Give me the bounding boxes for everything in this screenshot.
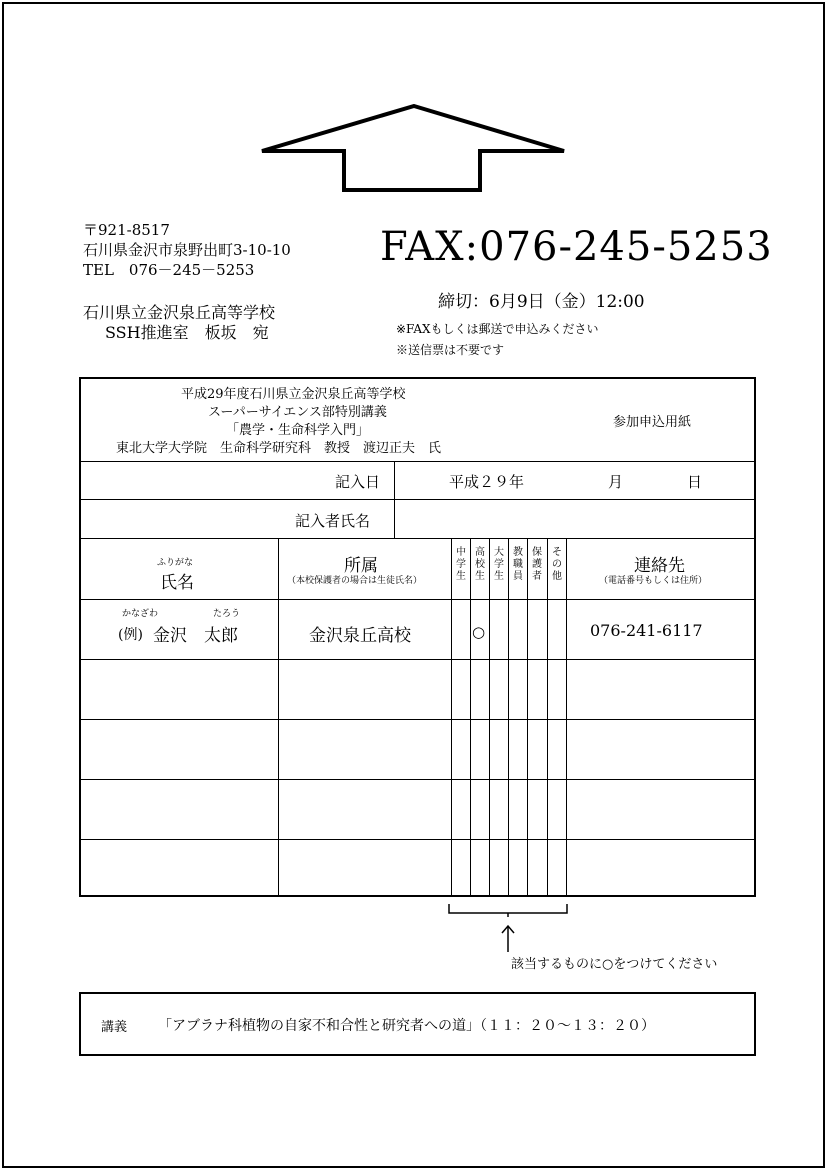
affiliation-note: （本校保護者の場合は生徒氏名） <box>287 576 423 586</box>
affiliation-column-header: 所属 <box>344 556 378 576</box>
recipient-school: 石川県立金沢泉丘高等学校 <box>83 303 276 322</box>
mark-instruction: 該当するものに○をつけてください <box>511 957 718 972</box>
application-form <box>79 377 756 897</box>
header-line2: スーパーサイエンス部特別講義 <box>208 405 387 420</box>
entry-name-label: 記入者氏名 <box>295 512 371 530</box>
name-column-header: 氏名 <box>160 573 194 593</box>
category-staff-header: 教職員 <box>513 547 523 582</box>
contact-note: （電話番号もしくは住所） <box>599 576 708 586</box>
header-line3: 「農学・生命科学入門」 <box>226 423 370 438</box>
row2-name-field[interactable] <box>83 721 277 777</box>
header-line1: 平成29年度石川県立金沢泉丘高等学校 <box>181 387 406 402</box>
lecture-label: 講義 <box>101 1020 128 1035</box>
note-submission: ※FAXもしくは郵送で申込みください <box>396 322 599 336</box>
category-parent-header: 保護者 <box>532 547 542 582</box>
example-name: 金沢 太郎 <box>153 626 238 646</box>
form-title: 参加申込用紙 <box>613 415 692 430</box>
deadline: 締切：6月9日（金）12:00 <box>438 292 645 312</box>
example-prefix: (例) <box>118 627 143 643</box>
up-arrow-icon <box>258 104 570 196</box>
example-high-school-mark: ○ <box>472 623 486 641</box>
recipient-office: SSH推進室 板坂 宛 <box>105 323 269 342</box>
category-other-header: その他 <box>552 547 562 582</box>
note-cover-sheet: ※送信票は不要です <box>396 343 505 357</box>
example-affiliation: 金沢泉丘高校 <box>309 626 411 646</box>
row4-name-field[interactable] <box>83 841 277 895</box>
example-ruby-given: たろう <box>213 609 241 619</box>
entry-date-day[interactable]: 日 <box>687 473 703 491</box>
fax-number: FAX:076-245-5253 <box>380 224 773 270</box>
name-ruby-label: ふりがな <box>157 558 194 568</box>
row1-name-field[interactable] <box>83 661 277 717</box>
entry-date-label: 記入日 <box>335 473 381 491</box>
postal-code: 〒921-8517 <box>83 221 170 239</box>
lecture-box <box>79 992 756 1056</box>
example-ruby-family: かなざわ <box>122 609 159 619</box>
entry-name-field[interactable] <box>397 501 755 537</box>
entry-date-month[interactable]: 月 <box>608 473 624 491</box>
category-bracket-arrow-icon <box>446 900 570 956</box>
entry-date-era[interactable]: 平成２９年 <box>449 473 525 491</box>
header-line4: 東北大学大学院 生命科学研究科 教授 渡辺正夫 氏 <box>116 441 442 456</box>
contact-column-header: 連絡先 <box>634 556 685 576</box>
street-address: 石川県金沢市泉野出町3-10-10 <box>83 241 291 259</box>
lecture-title: 「アブラナ科植物の自家不和合性と研究者への道」（１１：２０～１３：２０） <box>158 1018 655 1034</box>
example-contact: 076-241-6117 <box>590 621 703 640</box>
category-univ-header: 大学生 <box>494 547 504 582</box>
row3-name-field[interactable] <box>83 781 277 837</box>
tel-number: TEL 076－245－5253 <box>83 261 255 279</box>
category-high-header: 高校生 <box>475 547 485 582</box>
category-junior-header: 中学生 <box>456 547 466 582</box>
